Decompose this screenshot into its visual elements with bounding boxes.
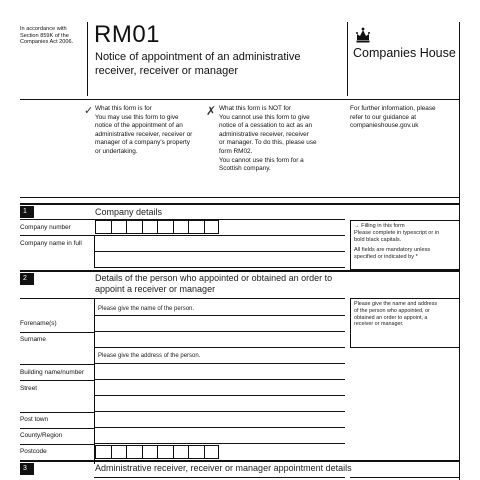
header-bottom-rule	[20, 99, 460, 100]
mandatory-line: All fields are mandatory unless	[354, 247, 431, 254]
section3-title: Administrative receiver, receiver or manager appointment details	[95, 463, 352, 473]
county-input[interactable]	[94, 428, 345, 444]
not-for-line: form RM02.	[219, 147, 253, 155]
mandatory-line: specified or indicated by *	[354, 254, 418, 261]
section2-title-line: appoint a receiver or manager	[95, 284, 216, 294]
building-input[interactable]	[94, 364, 345, 380]
section1-number: 1	[20, 206, 34, 218]
form-purpose	[95, 105, 210, 157]
legal-note-line: Section 859K of the	[20, 32, 69, 39]
legal-note-line: Companies Act 2006.	[20, 39, 74, 46]
building-left-top-rule	[20, 364, 94, 365]
building-label: Building name/number	[20, 369, 84, 376]
building-left-rule	[20, 380, 94, 381]
purpose-heading: What this form is for	[95, 105, 152, 112]
side-note-line: Please give the name and address	[354, 301, 438, 307]
county-label: County/Region	[20, 432, 63, 439]
not-for-line: You cannot use this form for a	[219, 156, 304, 164]
check-icon: ✓	[84, 105, 94, 117]
not-for-line: administrative receiver, receiver	[219, 130, 309, 138]
purpose-line: or undertaking.	[95, 147, 138, 155]
postcode-input[interactable]	[95, 445, 219, 459]
not-for-line: notice of a cessation to act as an	[219, 122, 313, 130]
section2-title-rule	[20, 298, 345, 299]
section1-rule	[20, 203, 460, 205]
street-left-rule	[20, 412, 94, 413]
not-for-line: You cannot use this form to give	[219, 113, 310, 121]
company-number-label: Company number	[20, 224, 71, 231]
header-divider-left	[87, 22, 88, 96]
section2-number: 2	[20, 273, 34, 285]
legal-note	[20, 26, 90, 46]
surname-input[interactable]	[94, 332, 345, 348]
form-code: RM01	[94, 21, 161, 48]
address-hint: Please give the address of the person.	[98, 353, 201, 359]
purpose-line: administrative receiver, receiver or	[95, 130, 193, 138]
filling-heading: → Filling in this form	[354, 223, 405, 229]
not-for-line: Scottish company.	[219, 165, 271, 173]
form-title-line: receiver, receiver or manager	[95, 65, 239, 77]
surname-label: Surname	[20, 336, 46, 343]
form-title	[95, 50, 300, 78]
company-number-input[interactable]	[95, 220, 219, 234]
company-name-input-line2[interactable]	[94, 252, 345, 268]
purpose-line: You may use this form to give	[95, 113, 179, 121]
header-divider-right	[347, 22, 348, 96]
side-note-line: obtained an order to appoint, a	[354, 314, 428, 321]
section3-title-rule	[94, 477, 345, 478]
company-name-input[interactable]	[94, 236, 345, 252]
side-note-line: receiver or manager.	[354, 321, 404, 328]
section2-title-line: Details of the person who appointed or obtained an order to	[95, 273, 333, 283]
postcode-label: Postcode	[20, 448, 47, 455]
post-town-label: Post town	[20, 416, 49, 423]
post-town-input[interactable]	[94, 412, 345, 428]
filling-line: Please complete in typescript or in	[354, 229, 440, 236]
street-label: Street	[20, 385, 38, 392]
not-for-heading: What this form is NOT for	[219, 105, 291, 112]
intro-bottom-rule	[20, 197, 460, 198]
section1-title: Company details	[95, 207, 163, 217]
purpose-line: notice of the appointment of an	[95, 122, 183, 130]
section3-number: 3	[20, 463, 34, 475]
street-input[interactable]	[94, 380, 345, 396]
company-name-label: Company name in full	[20, 240, 82, 247]
form-title-line: Notice of appointment of an administrative	[95, 51, 301, 63]
page-right-edge	[459, 22, 460, 480]
not-for-line: or manager. To do this, please use	[219, 139, 317, 147]
legal-note-line: In accordance with	[20, 26, 67, 32]
crown-crest-icon	[354, 26, 372, 44]
forenames-input[interactable]	[94, 316, 345, 332]
section3-side-rule	[350, 477, 460, 478]
further-info-line: For further information, please	[350, 105, 436, 112]
side-note-line: of the person who appointed, or	[354, 307, 430, 314]
filling-line: bold black capitals.	[354, 236, 402, 243]
section2-title	[95, 273, 332, 295]
section3-rule	[20, 460, 460, 462]
section2-rule	[20, 270, 460, 272]
filling-help-box	[350, 220, 460, 270]
brand-name: Companies House	[353, 46, 456, 60]
further-info	[350, 105, 460, 131]
street-input-line2[interactable]	[94, 396, 345, 412]
county-left-rule	[20, 444, 94, 445]
further-info-line: refer to our guidance at	[350, 113, 417, 121]
forenames-left-rule	[20, 332, 94, 333]
purpose-line: manager of a company's property	[95, 139, 190, 147]
forenames-label: Forename(s)	[20, 320, 57, 327]
name-hint: Please give the name of the person.	[98, 306, 195, 312]
section2-help-box	[350, 298, 460, 348]
cross-icon: ✗	[206, 104, 217, 118]
further-info-line: companieshouse.gov.uk	[350, 122, 419, 130]
form-not-for	[219, 105, 339, 174]
post-town-left-rule	[20, 428, 94, 429]
